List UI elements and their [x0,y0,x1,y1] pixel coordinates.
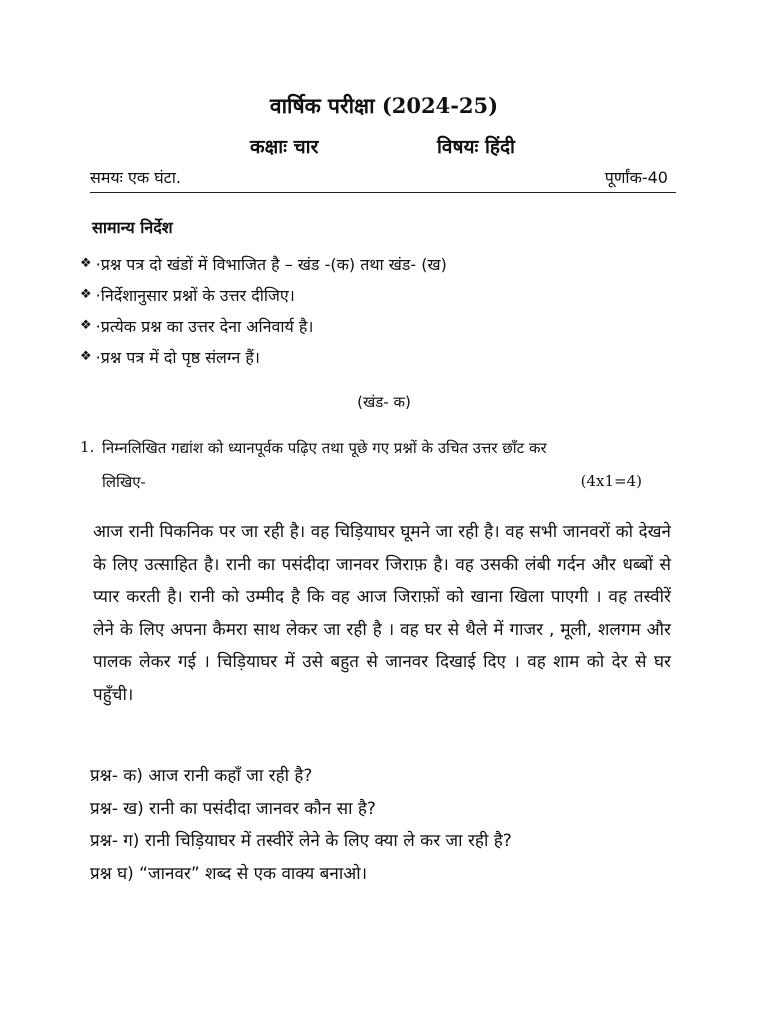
instruction-item [80,341,447,372]
time-marks-row [90,166,676,193]
instruction-text: ·प्रश्न पत्र दो खंडों में विभाजित है – खंड -(क) तथा खंड- (ख) [95,254,447,274]
instruction-text: ·प्रश्न पत्र में दो पृष्ठ संलग्न हैं। [95,347,260,367]
instruction-item [80,279,447,310]
instruction-text: ·प्रत्येक प्रश्न का उत्तर देना अनिवार्य है। [95,316,314,336]
instruction-item [80,310,447,341]
instructions-list [80,248,447,372]
sub-question: प्रश्न- ख) रानी का पसंदीदा जानवर कौन सा है? [90,798,376,819]
class-label: कक्षाः चार [250,136,319,158]
question-number: 1. [80,438,95,456]
subject-label: विषयः हिंदी [437,136,515,158]
sub-questions-list [90,763,512,893]
question-marks: (4x1=4) [580,472,642,490]
sub-question: प्रश्न- ग) रानी चिड़ियाघर में तस्वीरें लेने के लिए क्या ले कर जा रही है? [90,831,512,851]
comprehension-passage: आज रानी पिकनिक पर जा रही है। वह चिड़ियाघर घूमने जा रही है। वह सभी जानवरों को देखने के लिए उत्साहित है। रानी का पसंदीदा जानवर जिराफ़ है। वह उसकी लंबी गर्दन और धब्बों से प्यार करती है। रानी को उम्मीद है कि वह आज जिराफ़ों को खाना खिला पाएगी । वह तस्वीरें लेने के लिए अपना कैमरा साथ लेकर जा रही है । वह घर से थैले में गाजर , मूली, शलगम और पालक लेकर गई । चिड़ियाघर में उसे बहुत से जानवर दिखाई दिए । वह शाम को देर से घर पहुँची। [93,522,671,705]
instructions-heading: सामान्य निर्देश [92,218,173,237]
diamond-bullet-icon: ❖ [80,349,92,364]
exam-title: वार्षिक परीक्षा (2024-25) [269,93,499,118]
sub-question: प्रश्न- क) आज रानी कहाँ जा रही है? [90,766,313,786]
diamond-bullet-icon: ❖ [80,318,92,333]
question-text-line2: लिखिए- [102,473,146,491]
question-text: निम्नलिखित गद्यांश को ध्यानपूर्वक पढ़िए तथा पूछे गए प्रश्नों के उचित उत्तर छाँट कर [102,439,547,457]
diamond-bullet-icon: ❖ [80,256,92,271]
diamond-bullet-icon: ❖ [80,287,92,302]
sub-question: प्रश्न घ) “जानवर” शब्द से एक वाक्य बनाओ। [90,863,368,884]
section-heading: (खंड- क) [357,393,411,411]
time-label: समयः एक घंटा. [90,168,181,187]
instruction-item [80,248,447,279]
instruction-text: ·निर्देशानुसार प्रश्नों के उत्तर दीजिए। [95,285,295,305]
total-marks-label: पूर्णांक-40 [604,168,668,187]
